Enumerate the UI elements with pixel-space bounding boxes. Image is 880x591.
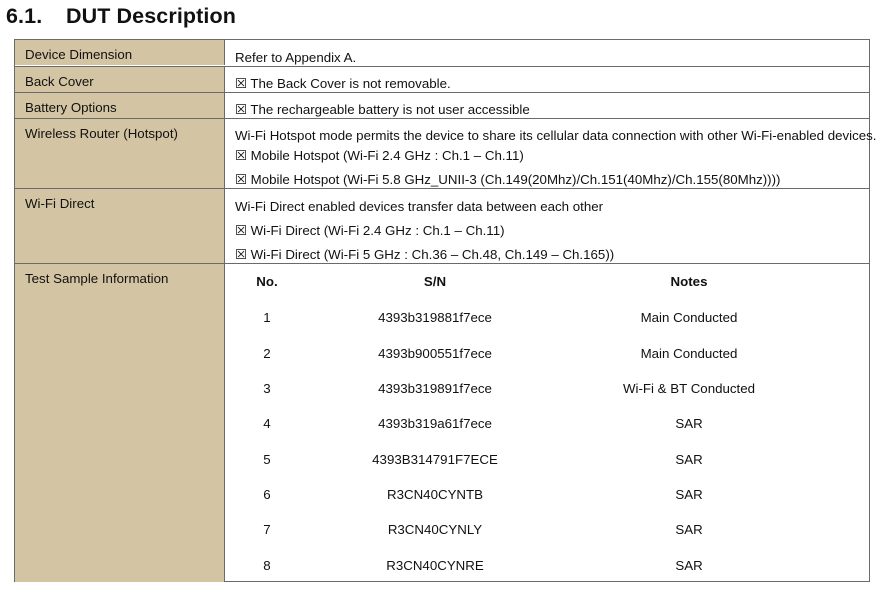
sample-number: 4 bbox=[263, 416, 271, 431]
value-line: ☒ Wi-Fi Direct (Wi-Fi 2.4 GHz : Ch.1 – Ch.11) bbox=[235, 223, 505, 238]
row-test-sample-information bbox=[15, 263, 869, 582]
sample-serial-number: 4393b319891f7ece bbox=[378, 381, 492, 396]
row-label: Back Cover bbox=[15, 67, 225, 92]
value-line: ☒ Mobile Hotspot (Wi-Fi 5.8 GHz_UNII-3 (Ch.149(20Mhz)/Ch.151(40Mhz)/Ch.155(80Mhz)))) bbox=[235, 172, 781, 187]
value-line: ☒ Wi-Fi Direct (Wi-Fi 5 GHz : Ch.36 – Ch.48, Ch.149 – Ch.165)) bbox=[235, 247, 615, 262]
sample-serial-number: 4393b319881f7ece bbox=[378, 310, 492, 325]
sample-serial-number: R3CN40CYNLY bbox=[387, 522, 483, 537]
sample-notes: SAR bbox=[675, 522, 703, 537]
column-header: S/N bbox=[423, 274, 447, 289]
value-line: ☒ Mobile Hotspot (Wi-Fi 2.4 GHz : Ch.1 – Ch.11) bbox=[235, 148, 524, 163]
sample-serial-number: R3CN40CYNRE bbox=[386, 558, 484, 573]
row-wireless-router bbox=[15, 118, 877, 188]
value-line: ☒ The Back Cover is not removable. bbox=[235, 76, 451, 91]
sample-notes: SAR bbox=[675, 487, 703, 502]
sample-number: 1 bbox=[263, 310, 271, 325]
column-header: No. bbox=[256, 274, 278, 289]
sample-number: 5 bbox=[263, 452, 271, 467]
section-number: 6.1. bbox=[6, 4, 43, 28]
sample-notes: SAR bbox=[675, 558, 703, 573]
sample-number: 7 bbox=[263, 522, 271, 537]
row-label: Wi-Fi Direct bbox=[15, 189, 225, 263]
value-line: Wi-Fi Hotspot mode permits the device to share its cellular data connection with other Wi-Fi-enabled devices. bbox=[235, 128, 877, 143]
dut-description-table bbox=[14, 39, 877, 582]
checked-box-icon: ☒ bbox=[235, 172, 247, 187]
row-device-dimension bbox=[15, 40, 869, 65]
sample-notes: Main Conducted bbox=[640, 310, 738, 325]
sample-serial-number: 4393B314791F7ECE bbox=[372, 452, 498, 467]
row-back-cover bbox=[15, 66, 869, 92]
row-battery-options bbox=[15, 92, 869, 118]
sample-serial-number: 4393b319a61f7ece bbox=[378, 416, 492, 431]
row-label: Battery Options bbox=[15, 93, 225, 118]
sample-notes: SAR bbox=[675, 416, 703, 431]
value-line: ☒ The rechargeable battery is not user accessible bbox=[235, 102, 530, 117]
checked-box-icon: ☒ bbox=[235, 148, 247, 163]
sample-notes: Wi-Fi & BT Conducted bbox=[622, 381, 756, 396]
column-header: Notes bbox=[670, 274, 708, 289]
row-wifi-direct bbox=[15, 188, 869, 263]
sample-notes: Main Conducted bbox=[640, 346, 738, 361]
section-title: DUT Description bbox=[66, 4, 236, 28]
row-label: Test Sample Information bbox=[15, 264, 225, 582]
sample-notes: SAR bbox=[675, 452, 703, 467]
checked-box-icon: ☒ bbox=[235, 76, 247, 91]
checked-box-icon: ☒ bbox=[235, 247, 247, 262]
row-label: Device Dimension bbox=[15, 40, 225, 65]
checked-box-icon: ☒ bbox=[235, 223, 247, 238]
sample-serial-number: 4393b900551f7ece bbox=[378, 346, 492, 361]
value-line: Refer to Appendix A. bbox=[235, 50, 357, 65]
sample-number: 6 bbox=[263, 487, 271, 502]
sample-number: 3 bbox=[263, 381, 271, 396]
section-heading bbox=[6, 4, 236, 29]
sample-number: 2 bbox=[263, 346, 271, 361]
row-label: Wireless Router (Hotspot) bbox=[15, 119, 225, 188]
checked-box-icon: ☒ bbox=[235, 102, 247, 117]
value-line: Wi-Fi Direct enabled devices transfer data between each other bbox=[235, 199, 604, 214]
sample-number: 8 bbox=[263, 558, 271, 573]
sample-serial-number: R3CN40CYNTB bbox=[386, 487, 484, 502]
